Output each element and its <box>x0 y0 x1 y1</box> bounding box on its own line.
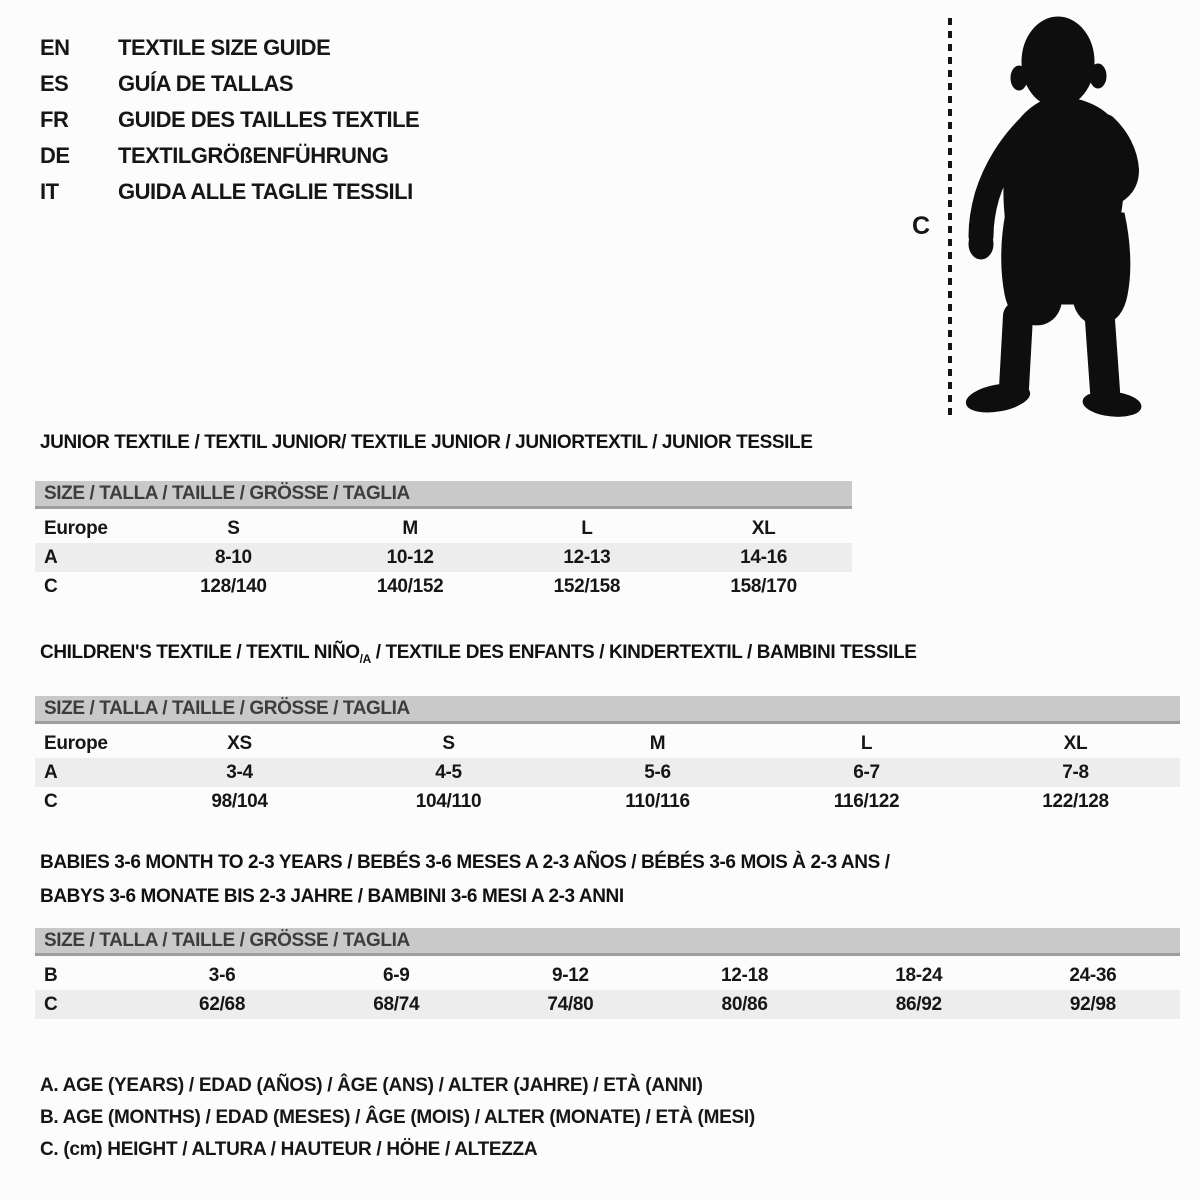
title-line: BABYS 3-6 MONATE BIS 2-3 JAHRE / BAMBINI 3-6 MESI A 2-3 ANNI <box>40 886 624 907</box>
value-cell: 10-12 <box>386 547 434 568</box>
table-row <box>35 514 852 543</box>
children-size-table <box>35 696 1180 816</box>
table-row <box>35 543 852 572</box>
value-cell: XL <box>751 518 776 539</box>
table-rows <box>35 729 1180 816</box>
title-line: BABIES 3-6 MONTH TO 2-3 YEARS / BEBÉS 3-6 MESES A 2-3 AÑOS / BÉBÉS 3-6 MOIS À 2-3 ANS / <box>40 852 890 873</box>
legend-line-b: B. AGE (MONTHS) / EDAD (MESES) / ÂGE (MOIS) / ALTER (MONATE) / ETÀ (MESI) <box>40 1107 755 1128</box>
value-cell: 98/104 <box>211 790 268 812</box>
value-cell: 9-12 <box>552 965 589 986</box>
section-title: JUNIOR TEXTILE / TEXTIL JUNIOR/ TEXTILE JUNIOR / JUNIORTEXTIL / JUNIOR TESSILE <box>40 432 813 453</box>
row-label: A <box>44 547 58 568</box>
value-cell: 116/122 <box>833 790 900 812</box>
guide-title: GUÍA DE TALLAS <box>118 71 294 96</box>
value-cell: 4-5 <box>435 761 462 783</box>
value-cell: 12-13 <box>563 547 611 568</box>
value-cell: 3-4 <box>226 761 253 783</box>
language-row <box>40 138 419 174</box>
table-rows <box>35 514 852 601</box>
table-row <box>35 729 1180 758</box>
legend-line-c: C. (cm) HEIGHT / ALTURA / HAUTEUR / HÖHE / ALTEZZA <box>40 1139 538 1160</box>
guide-title: TEXTILE SIZE GUIDE <box>118 35 331 60</box>
language-row <box>40 66 419 102</box>
value-cell: 68/74 <box>373 994 420 1015</box>
value-cell: M <box>402 518 418 539</box>
value-cell: 5-6 <box>644 761 671 783</box>
value-cell: 14-16 <box>740 547 788 568</box>
value-cell: L <box>860 732 873 754</box>
table-rows <box>35 961 1180 1019</box>
value-cell: 104/110 <box>415 790 482 812</box>
value-cell: 128/140 <box>200 576 267 597</box>
value-cell: S <box>442 732 455 754</box>
value-cell: 8-10 <box>214 547 252 568</box>
value-cell: 74/80 <box>547 994 594 1015</box>
value-cell: XS <box>227 732 252 754</box>
language-code: DE <box>40 143 70 168</box>
table-row <box>35 787 1180 816</box>
row-label: B <box>44 965 58 986</box>
language-code: ES <box>40 71 69 96</box>
legend <box>40 1070 755 1166</box>
value-cell: XL <box>1063 732 1088 754</box>
value-cell: 6-9 <box>382 965 410 986</box>
toddler-silhouette-icon <box>940 8 1200 418</box>
value-cell: M <box>649 732 666 754</box>
value-cell: S <box>227 518 240 539</box>
junior-size-table <box>35 481 852 601</box>
row-label: C <box>44 994 58 1015</box>
babies-size-table <box>35 928 1180 1019</box>
guide-title: GUIDA ALLE TAGLIE TESSILI <box>118 179 413 204</box>
value-cell: 18-24 <box>895 965 943 986</box>
value-cell: 158/170 <box>730 576 797 597</box>
row-label: A <box>44 761 58 783</box>
value-cell: 152/158 <box>553 576 621 597</box>
row-label: C <box>44 790 58 812</box>
table-header-bar: SIZE / TALLA / TAILLE / GRÖSSE / TAGLIA <box>35 481 852 509</box>
value-cell: 80/86 <box>721 994 768 1015</box>
row-label: Europe <box>44 518 108 539</box>
value-cell: L <box>581 518 593 539</box>
value-cell: 86/92 <box>895 994 942 1015</box>
language-title-list <box>40 30 419 210</box>
language-row <box>40 174 419 210</box>
row-label: C <box>44 576 58 597</box>
section-title <box>40 642 1180 670</box>
value-cell: 7-8 <box>1062 761 1089 783</box>
section-children-textile <box>35 642 1180 816</box>
table-row <box>35 572 852 601</box>
title-text: / TEXTILE DES ENFANTS / KINDERTEXTIL / BAMBINI TESSILE <box>370 642 917 663</box>
language-code: IT <box>40 179 59 204</box>
table-row <box>35 961 1180 990</box>
value-cell: 122/128 <box>1042 790 1109 812</box>
height-measure-label: C <box>912 212 931 240</box>
language-row <box>40 30 419 66</box>
value-cell: 24-36 <box>1069 965 1117 986</box>
language-row <box>40 102 419 138</box>
value-cell: 3-6 <box>208 965 236 986</box>
section-junior-textile <box>35 432 852 601</box>
guide-title: TEXTILGRÖßENFÜHRUNG <box>118 143 389 168</box>
language-code: EN <box>40 35 70 60</box>
value-cell: 62/68 <box>199 994 246 1015</box>
value-cell: 92/98 <box>1069 994 1116 1015</box>
table-header-bar: SIZE / TALLA / TAILLE / GRÖSSE / TAGLIA <box>35 696 1180 724</box>
table-row <box>35 990 1180 1019</box>
title-text: CHILDREN'S TEXTILE / TEXTIL NIÑO <box>40 642 360 663</box>
table-row <box>35 758 1180 787</box>
row-label: Europe <box>44 732 108 754</box>
value-cell: 12-18 <box>721 965 769 986</box>
title-subscript: /A <box>359 651 371 666</box>
value-cell: 6-7 <box>853 761 880 783</box>
guide-title: GUIDE DES TAILLES TEXTILE <box>118 107 420 132</box>
language-code: FR <box>40 107 69 132</box>
section-babies-textile <box>35 846 1180 1019</box>
value-cell: 110/116 <box>625 790 690 812</box>
legend-line-a: A. AGE (YEARS) / EDAD (AÑOS) / ÂGE (ANS) / ALTER (JAHRE) / ETÀ (ANNI) <box>40 1075 703 1096</box>
table-header-bar: SIZE / TALLA / TAILLE / GRÖSSE / TAGLIA <box>35 928 1180 956</box>
value-cell: 140/152 <box>376 576 444 597</box>
section-title <box>40 846 1180 914</box>
